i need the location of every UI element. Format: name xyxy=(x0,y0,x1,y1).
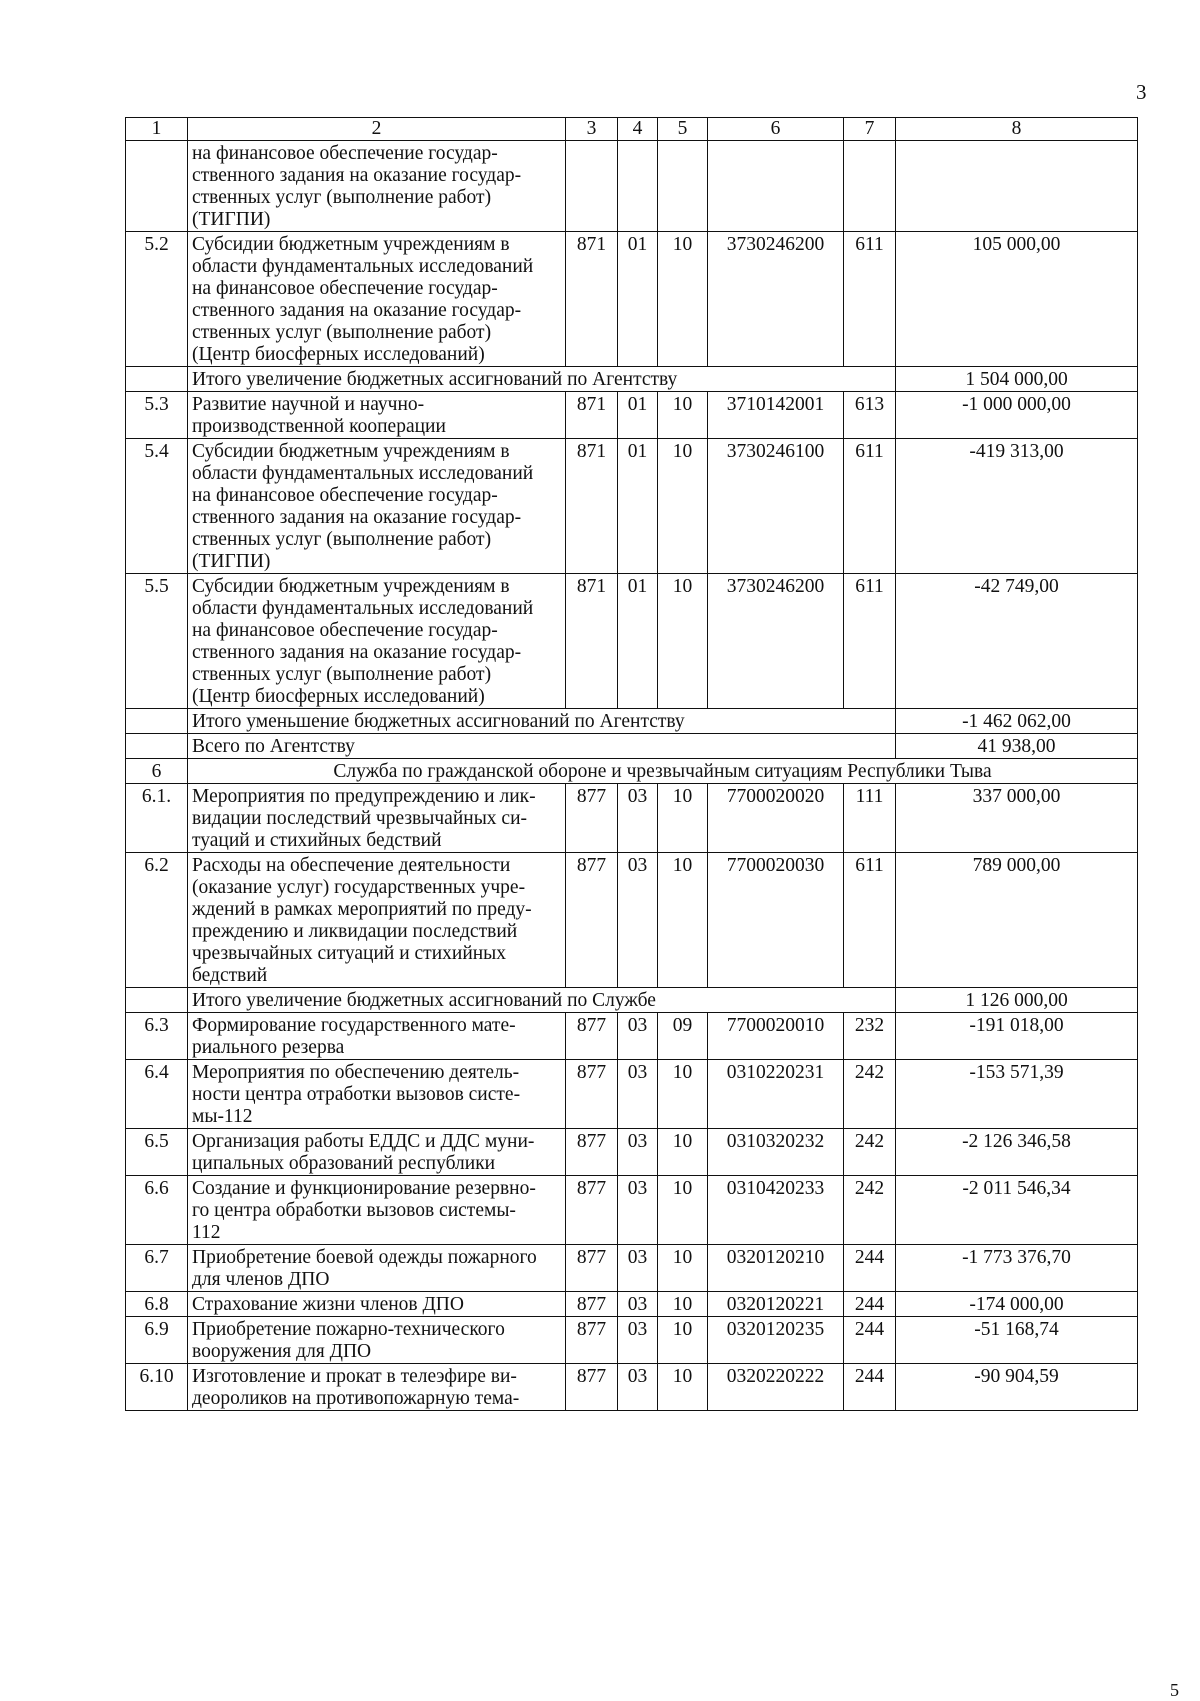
description-line: Приобретение боевой одежды пожарного xyxy=(192,1247,537,1268)
row-number: 5.5 xyxy=(126,574,188,709)
description-line: деороликов на противопожарную тема- xyxy=(192,1388,520,1409)
table-row xyxy=(126,439,1138,574)
row-expense-type: 242 xyxy=(844,1176,896,1245)
row-ministry-code: 877 xyxy=(566,1129,618,1176)
description-line: на финансовое обеспечение государ- xyxy=(192,485,498,506)
row-amount: -1 773 376,70 xyxy=(896,1245,1138,1292)
row-number: 6.5 xyxy=(126,1129,188,1176)
row-ministry-code: 877 xyxy=(566,1364,618,1411)
row-expense-type: 242 xyxy=(844,1129,896,1176)
row-description xyxy=(188,574,566,709)
table-row xyxy=(126,1013,1138,1060)
description-line: Создание и функционирование резервно- xyxy=(192,1178,536,1199)
continuation-description: на финансовое обеспечение государ- ственного задания на оказание государ- ственных услуг (выполнение работ) (ТИГПИ) xyxy=(188,141,566,232)
column-number-header-row xyxy=(126,118,1138,141)
row-ministry-code: 871 xyxy=(566,232,618,367)
table-row xyxy=(126,1129,1138,1176)
row-section-code: 03 xyxy=(618,1060,658,1129)
description-line: области фундаментальных исследований xyxy=(192,256,534,277)
description-line: Расходы на обеспечение деятельности xyxy=(192,855,511,876)
row-ministry-code: 877 xyxy=(566,1060,618,1129)
row-number: 5.3 xyxy=(126,392,188,439)
total-agency-row-label: Всего по Агентству xyxy=(188,734,896,759)
total-increase-agency-row xyxy=(126,367,1138,392)
row-number: 6.6 xyxy=(126,1176,188,1245)
row-section-code: 03 xyxy=(618,1292,658,1317)
row-subsection-code: 10 xyxy=(658,232,708,367)
row-amount: 105 000,00 xyxy=(896,232,1138,367)
total-decrease-agency-row-label: Итого уменьшение бюджетных ассигнований по Агентству xyxy=(188,709,896,734)
row-subsection-code: 10 xyxy=(658,1364,708,1411)
description-line: Мероприятия по обеспечению деятель- xyxy=(192,1062,520,1083)
description-line: видации последствий чрезвычайных си- xyxy=(192,808,528,829)
table-row xyxy=(126,1176,1138,1245)
row-subsection-code: 10 xyxy=(658,784,708,853)
row-section-code: 01 xyxy=(618,574,658,709)
row-ministry-code: 877 xyxy=(566,853,618,988)
row-description xyxy=(188,1317,566,1364)
row-target-article: 7700020030 xyxy=(708,853,844,988)
description-line: Формирование государственного мате- xyxy=(192,1015,516,1036)
section-6-header-row xyxy=(126,759,1138,784)
row-description xyxy=(188,784,566,853)
row-subsection-code: 10 xyxy=(658,1129,708,1176)
row-section-code: 03 xyxy=(618,1013,658,1060)
table-row xyxy=(126,232,1138,367)
description-line: области фундаментальных исследований xyxy=(192,463,534,484)
row-number: 6.9 xyxy=(126,1317,188,1364)
header-cell-3: 3 xyxy=(566,118,618,141)
row-expense-type: 244 xyxy=(844,1364,896,1411)
row-description xyxy=(188,1060,566,1129)
row-target-article: 7700020010 xyxy=(708,1013,844,1060)
row-target-article: 7700020020 xyxy=(708,784,844,853)
row-description xyxy=(188,1245,566,1292)
description-line: чрезвычайных ситуаций и стихийных xyxy=(192,943,507,964)
row-description xyxy=(188,1364,566,1411)
description-line: области фундаментальных исследований xyxy=(192,598,534,619)
description-line: ственного задания на оказание государ- xyxy=(192,300,522,321)
description-line: Субсидии бюджетным учреждениям в xyxy=(192,441,510,462)
corner-mark: 5 xyxy=(1170,1680,1179,1700)
row-amount: -2 126 346,58 xyxy=(896,1129,1138,1176)
row-subsection-code: 10 xyxy=(658,1176,708,1245)
row-expense-type: 611 xyxy=(844,574,896,709)
row-section-code: 03 xyxy=(618,1364,658,1411)
row-section-code: 03 xyxy=(618,784,658,853)
row-amount: -1 000 000,00 xyxy=(896,392,1138,439)
row-ministry-code: 877 xyxy=(566,784,618,853)
row-subsection-code: 10 xyxy=(658,439,708,574)
description-line: Мероприятия по предупреждению и лик- xyxy=(192,786,536,807)
header-cell-2: 2 xyxy=(188,118,566,141)
row-section-code: 03 xyxy=(618,853,658,988)
row-target-article: 0310320232 xyxy=(708,1129,844,1176)
page-number: 3 xyxy=(1136,80,1147,104)
row-section-code: 01 xyxy=(618,232,658,367)
row-target-article: 3730246100 xyxy=(708,439,844,574)
row-amount: -2 011 546,34 xyxy=(896,1176,1138,1245)
row-target-article: 0320220222 xyxy=(708,1364,844,1411)
row-subsection-code: 10 xyxy=(658,853,708,988)
row-ministry-code: 877 xyxy=(566,1317,618,1364)
row-subsection-code: 10 xyxy=(658,1292,708,1317)
total-increase-agency-row-amount: 1 504 000,00 xyxy=(896,367,1138,392)
row-number: 6.7 xyxy=(126,1245,188,1292)
description-line: для членов ДПО xyxy=(192,1269,330,1290)
description-line: Приобретение пожарно-технического xyxy=(192,1319,505,1340)
total-increase-service-row-label: Итого увеличение бюджетных ассигнований по Службе xyxy=(188,988,896,1013)
row-expense-type: 611 xyxy=(844,232,896,367)
description-line: на финансовое обеспечение государ- xyxy=(192,278,498,299)
row-ministry-code: 877 xyxy=(566,1292,618,1317)
row-target-article: 0310220231 xyxy=(708,1060,844,1129)
row-section-code: 03 xyxy=(618,1317,658,1364)
row-amount: -51 168,74 xyxy=(896,1317,1138,1364)
description-line: бедствий xyxy=(192,965,268,986)
row-expense-type: 111 xyxy=(844,784,896,853)
total-agency-row-amount: 41 938,00 xyxy=(896,734,1138,759)
header-cell-1: 1 xyxy=(126,118,188,141)
row-section-code: 01 xyxy=(618,439,658,574)
row-subsection-code: 10 xyxy=(658,392,708,439)
row-expense-type: 244 xyxy=(844,1292,896,1317)
row-section-code: 01 xyxy=(618,392,658,439)
row-subsection-code: 10 xyxy=(658,1245,708,1292)
row-expense-type: 613 xyxy=(844,392,896,439)
row-amount: -174 000,00 xyxy=(896,1292,1138,1317)
description-line: ципальных образований республики xyxy=(192,1153,496,1174)
table-row xyxy=(126,574,1138,709)
row-expense-type: 242 xyxy=(844,1060,896,1129)
row-section-code: 03 xyxy=(618,1245,658,1292)
row-target-article: 0320120210 xyxy=(708,1245,844,1292)
description-line: Изготовление и прокат в телеэфире ви- xyxy=(192,1366,517,1387)
description-line: Субсидии бюджетным учреждениям в xyxy=(192,234,510,255)
row-description xyxy=(188,853,566,988)
row-subsection-code: 09 xyxy=(658,1013,708,1060)
row-ministry-code: 877 xyxy=(566,1013,618,1060)
table-row xyxy=(126,1292,1138,1317)
row-number: 6.1. xyxy=(126,784,188,853)
row-ministry-code: 877 xyxy=(566,1176,618,1245)
table-row xyxy=(126,1364,1138,1411)
description-line: Субсидии бюджетным учреждениям в xyxy=(192,576,510,597)
description-line: на финансовое обеспечение государ- xyxy=(192,620,498,641)
row-amount: 337 000,00 xyxy=(896,784,1138,853)
row-target-article: 0320120221 xyxy=(708,1292,844,1317)
table-row xyxy=(126,392,1138,439)
row-ministry-code: 871 xyxy=(566,392,618,439)
row-description xyxy=(188,439,566,574)
row-target-article: 3730246200 xyxy=(708,574,844,709)
row-expense-type: 611 xyxy=(844,439,896,574)
description-line: Страхование жизни членов ДПО xyxy=(192,1294,464,1315)
header-cell-4: 4 xyxy=(618,118,658,141)
row-number: 5.4 xyxy=(126,439,188,574)
row-subsection-code: 10 xyxy=(658,574,708,709)
row-number: 6.8 xyxy=(126,1292,188,1317)
total-increase-agency-row-label: Итого увеличение бюджетных ассигнований по Агентству xyxy=(188,367,896,392)
description-line: ственных услуг (выполнение работ) xyxy=(192,529,492,550)
header-cell-8: 8 xyxy=(896,118,1138,141)
row-expense-type: 611 xyxy=(844,853,896,988)
header-cell-7: 7 xyxy=(844,118,896,141)
row-target-article: 0310420233 xyxy=(708,1176,844,1245)
row-number: 6.10 xyxy=(126,1364,188,1411)
row-description xyxy=(188,232,566,367)
description-line: туаций и стихийных бедствий xyxy=(192,830,442,851)
description-line: производственной кооперации xyxy=(192,416,446,437)
row-number: 6.2 xyxy=(126,853,188,988)
row-target-article: 3710142001 xyxy=(708,392,844,439)
description-line: ности центра отработки вызовов систе- xyxy=(192,1084,521,1105)
description-line: го центра обработки вызовов системы- xyxy=(192,1200,516,1221)
description-line: мы-112 xyxy=(192,1106,253,1127)
row-ministry-code: 871 xyxy=(566,439,618,574)
total-increase-service-row xyxy=(126,988,1138,1013)
row-amount: -90 904,59 xyxy=(896,1364,1138,1411)
row-target-article: 0320120235 xyxy=(708,1317,844,1364)
row-expense-type: 244 xyxy=(844,1317,896,1364)
row-number: 5.2 xyxy=(126,232,188,367)
row-number: 6.3 xyxy=(126,1013,188,1060)
row-subsection-code: 10 xyxy=(658,1317,708,1364)
table-row xyxy=(126,1317,1138,1364)
row-target-article: 3730246200 xyxy=(708,232,844,367)
row-amount: -42 749,00 xyxy=(896,574,1138,709)
total-increase-service-row-amount: 1 126 000,00 xyxy=(896,988,1138,1013)
row-description xyxy=(188,1013,566,1060)
row-description xyxy=(188,1176,566,1245)
row-amount: -153 571,39 xyxy=(896,1060,1138,1129)
row-section-code: 03 xyxy=(618,1129,658,1176)
description-line: риального резерва xyxy=(192,1037,345,1058)
continuation-row xyxy=(126,141,1138,232)
row-description xyxy=(188,392,566,439)
description-line: преждению и ликвидации последствий xyxy=(192,921,518,942)
description-line: Развитие научной и научно- xyxy=(192,394,425,415)
description-line: (оказание услуг) государственных учре- xyxy=(192,877,526,898)
row-subsection-code: 10 xyxy=(658,1060,708,1129)
row-amount: 789 000,00 xyxy=(896,853,1138,988)
header-cell-6: 6 xyxy=(708,118,844,141)
budget-allocation-table xyxy=(125,117,1138,1411)
row-amount: -191 018,00 xyxy=(896,1013,1138,1060)
header-cell-5: 5 xyxy=(658,118,708,141)
section-number: 6 xyxy=(126,759,188,784)
table-row xyxy=(126,1245,1138,1292)
row-expense-type: 244 xyxy=(844,1245,896,1292)
row-number: 6.4 xyxy=(126,1060,188,1129)
description-line: ственных услуг (выполнение работ) xyxy=(192,664,492,685)
description-line: 112 xyxy=(192,1222,221,1243)
table-row xyxy=(126,1060,1138,1129)
description-line: (ТИГПИ) xyxy=(192,551,271,572)
description-line: ственного задания на оказание государ- xyxy=(192,507,522,528)
total-agency-row xyxy=(126,734,1138,759)
row-amount: -419 313,00 xyxy=(896,439,1138,574)
row-ministry-code: 871 xyxy=(566,574,618,709)
table-body xyxy=(126,118,1138,1411)
description-line: ственного задания на оказание государ- xyxy=(192,642,522,663)
table-row xyxy=(126,784,1138,853)
table-row xyxy=(126,853,1138,988)
row-expense-type: 232 xyxy=(844,1013,896,1060)
description-line: ждений в рамках мероприятий по преду- xyxy=(192,899,532,920)
description-line: ственных услуг (выполнение работ) xyxy=(192,322,492,343)
description-line: Организация работы ЕДДС и ДДС муни- xyxy=(192,1131,535,1152)
description-line: (Центр биосферных исследований) xyxy=(192,686,485,707)
row-ministry-code: 877 xyxy=(566,1245,618,1292)
row-section-code: 03 xyxy=(618,1176,658,1245)
total-decrease-agency-row-amount: -1 462 062,00 xyxy=(896,709,1138,734)
section-title: Служба по гражданской обороне и чрезвычайным ситуациям Республики Тыва xyxy=(188,759,1138,784)
description-line: (Центр биосферных исследований) xyxy=(192,344,485,365)
row-description xyxy=(188,1129,566,1176)
description-line: вооружения для ДПО xyxy=(192,1341,372,1362)
total-decrease-agency-row xyxy=(126,709,1138,734)
row-description xyxy=(188,1292,566,1317)
